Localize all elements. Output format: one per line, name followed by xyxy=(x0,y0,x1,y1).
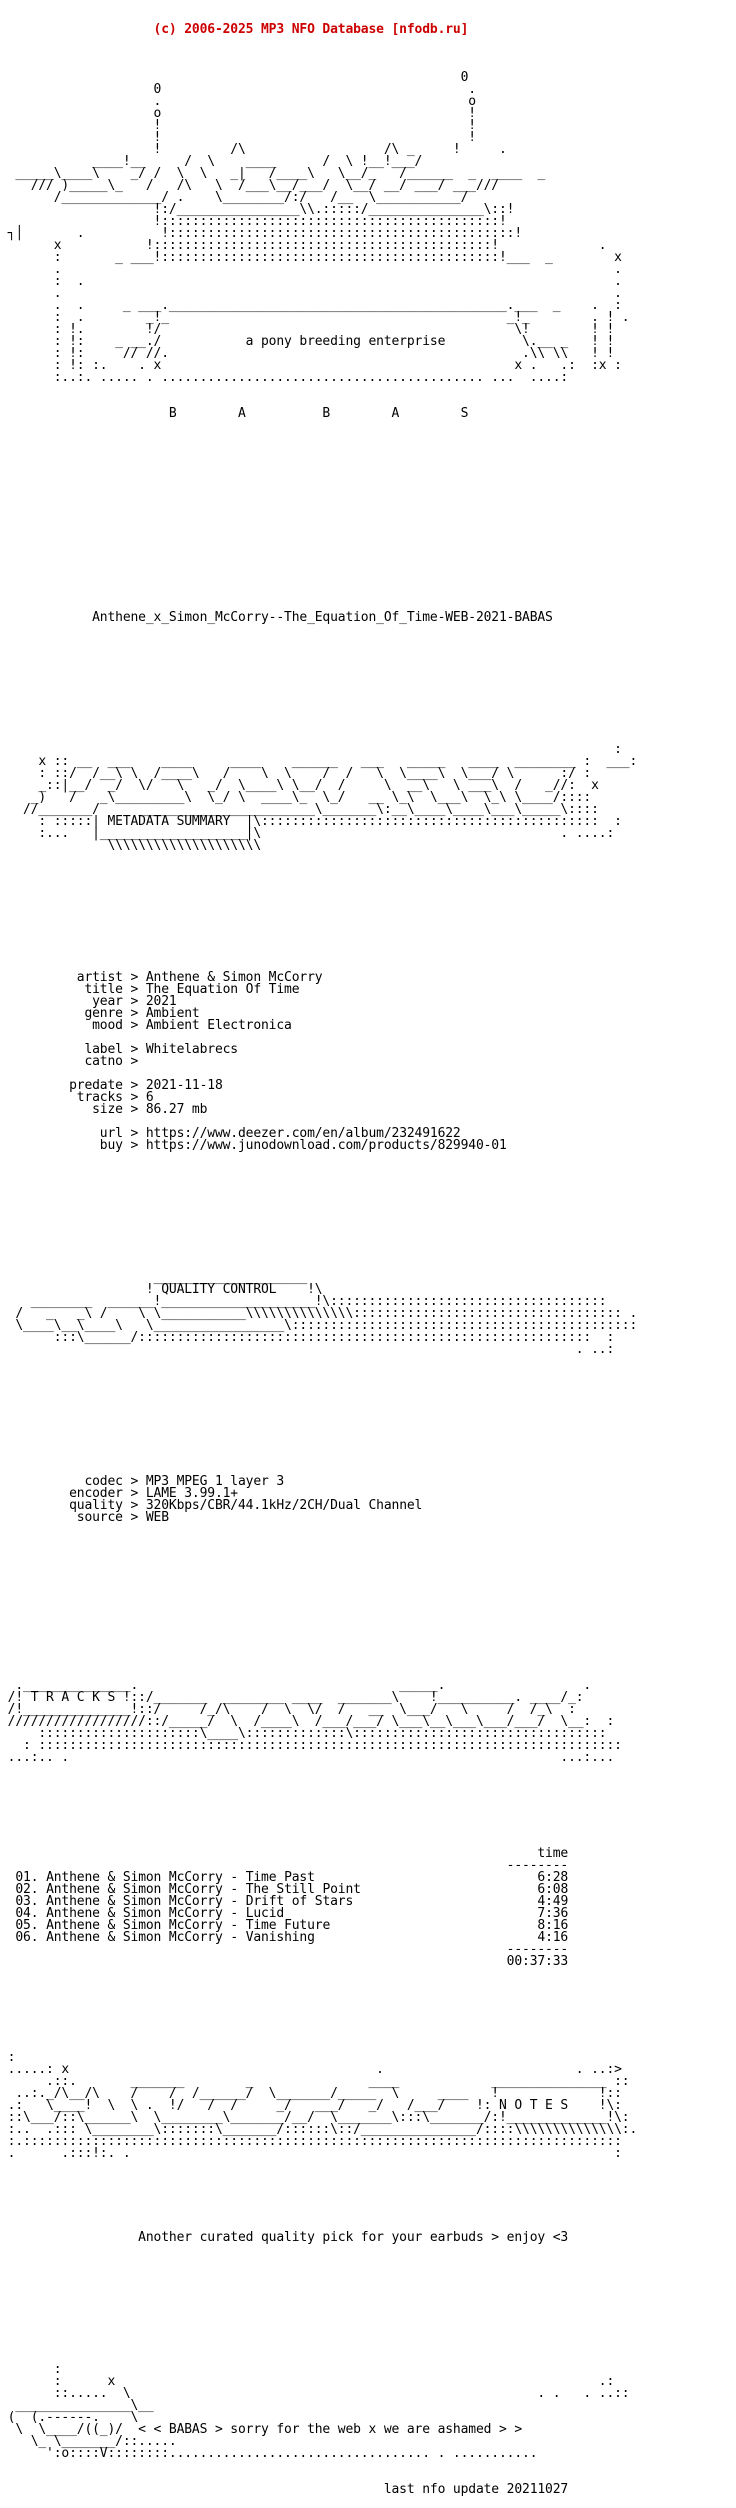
meta-artist-value: Anthene & Simon McCorry xyxy=(145,970,323,985)
ascii-art-line: :... |___________________|\ . ....: xyxy=(0,826,615,841)
quality-source xyxy=(0,1512,736,1524)
track-number: 02. xyxy=(15,1882,39,1897)
spacer xyxy=(0,1428,736,1440)
meta-mood-label: mood xyxy=(0,1018,123,1033)
separator: > xyxy=(122,1486,146,1501)
ascii-art-line: : ::/ /__\ \ /____\ / \ \ / / \ \____\ \___/ \ :/ : xyxy=(0,766,592,781)
ascii-art-line: :.:::::::::::::::::::::::::::::::::::::::::::::::::::::::::::::::::::::::::::::: xyxy=(0,2134,622,2149)
track-number: 01. xyxy=(15,1870,39,1885)
track-row: 05. Anthene & Simon McCorry - Time Future 8:16 xyxy=(15,1918,569,1933)
ascii-art-line: ____!__ / \ ____ / \ !__!___/ xyxy=(0,154,423,169)
tracks-header-rule-text: -------- xyxy=(506,1858,569,1873)
release-name: Anthene_x_Simon_McCorry--The_Equation_Of_Time-WEB-2021-BABAS xyxy=(0,610,553,625)
track-time: 8:16 xyxy=(537,1918,569,1933)
footer-update: last nfo update 20211027 xyxy=(0,2482,569,2497)
meta-tracks-label: tracks xyxy=(0,1090,123,1105)
ascii-art-line: ________ ______!____________________!\:::::::::::::::::::::::::::::::::::: xyxy=(0,1294,607,1309)
ascii-art-line: : :::::::::::::::::::::::::::::::::::::::::::::::::::::::::::::::::::::::::::: xyxy=(0,1738,622,1753)
tracklist xyxy=(0,1848,736,1968)
separator: > xyxy=(122,1474,146,1489)
ascii-art-line: : !. !/ \! ! ! xyxy=(0,322,615,337)
spacer xyxy=(0,2280,736,2292)
spacer xyxy=(0,1560,736,1572)
meta-buy xyxy=(0,1140,736,1152)
ascii-art-line: : xyxy=(0,2050,16,2065)
site-banner: (c) 2006-2025 MP3 NFO Database [nfodb.ru] xyxy=(0,22,469,37)
spacer xyxy=(0,456,736,468)
spacer xyxy=(0,1632,736,1644)
track-row: 03. Anthene & Simon McCorry - Drift of Stars 4:49 xyxy=(15,1894,569,1909)
quality-control xyxy=(0,1476,736,1524)
separator: > xyxy=(122,970,146,985)
meta-tracks-value: 6 xyxy=(145,1090,154,1105)
ascii-art-line: ! /\ /\ _ ! . xyxy=(0,142,507,157)
quality-codec-label: codec xyxy=(0,1474,123,1489)
ascii-art-line: /// )_____\_ / /\ \ /___\__/___/ \__/ __/ ___/ ___/// xyxy=(0,178,499,193)
ascii-art-line: \____\__\____\ \_________________\::::::::::::::::::::::::::::::::::::::::::::: xyxy=(0,1318,638,1333)
ascii-art-line: : x .: xyxy=(0,2374,615,2389)
header-ascii-art xyxy=(0,72,736,384)
separator: > xyxy=(122,1126,146,1141)
track-artist: Anthene & Simon McCorry xyxy=(46,1882,223,1897)
meta-title-value: The Equation Of Time xyxy=(145,982,300,997)
spacer xyxy=(0,924,736,936)
ascii-art-line: . . _ ___.____________________________________________.___ _ . : xyxy=(0,298,622,313)
tracks-total-time xyxy=(0,1956,736,1968)
meta-year-value: 2021 xyxy=(145,994,177,1009)
separator: > xyxy=(122,1078,146,1093)
ascii-art-line: .______________. _____. . xyxy=(0,1678,592,1693)
meta-buy-label: buy xyxy=(0,1138,123,1153)
ascii-art-line: :.. .::: \________\:::::::\_______/::::::\::/_______________/::::\\\\\\\\\\\\\\:. xyxy=(0,2122,638,2137)
track-number: 06. xyxy=(15,1930,39,1945)
meta-size xyxy=(0,1104,736,1116)
meta-size-value: 86.27 mb xyxy=(145,1102,208,1117)
track-number: 03. xyxy=(15,1894,39,1909)
ascii-art-line: . . xyxy=(0,262,622,277)
ascii-art-line: //////////////////::/_____/ \ /____\ /___/___/ \___\__\___\___/___/ \__: : xyxy=(0,1714,615,1729)
ascii-art-line: _______________\__ xyxy=(0,2398,154,2413)
quality-source-value: WEB xyxy=(145,1510,169,1525)
track-row: 02. Anthene & Simon McCorry - The Still Point 6:08 xyxy=(15,1882,569,1897)
ascii-art-line: / _ _\ / \ \___________\\\\\\\\\\\\\\::::::::::::::::::::::::::::::::::: . xyxy=(0,1306,638,1321)
spacer xyxy=(0,2004,736,2016)
ascii-art-line: :::\______/::::::::::::::::::::::::::::::::::::::::::::::::::::::::::: : xyxy=(0,1330,615,1345)
track-artist: Anthene & Simon McCorry xyxy=(46,1906,223,1921)
ascii-art-line: : !: :. . x x . .: :x : xyxy=(0,358,622,373)
metadata-ascii-art xyxy=(0,744,736,852)
ascii-art-line: x !::::::::::::::::::::::::::::::::::::::::::::! . xyxy=(0,238,607,253)
ascii-art-line: /! T R A C K S !::/_______ ________ ____ _______\ !__________. ____/_: xyxy=(0,1690,584,1705)
meta-mood xyxy=(0,1020,736,1032)
meta-buy-value: https://www.junodownload.com/products/829940-01 xyxy=(145,1138,507,1153)
ascii-art-line: ! QUALITY CONTROL !\ xyxy=(0,1282,323,1297)
metadata-summary xyxy=(0,972,736,1152)
ascii-art-line: . . xyxy=(0,286,622,301)
separator: > xyxy=(122,1090,146,1105)
meta-year-label: year xyxy=(0,994,123,1009)
ascii-art-line: o ! xyxy=(0,106,476,121)
ascii-art-line: /_____________/ . \________/:/ /__ \___________/ xyxy=(0,190,469,205)
ascii-art-line: /!______________!::/ /_/\ / \ \/ / __ \___/ \ / /_\ : xyxy=(0,1702,576,1717)
spacer xyxy=(0,564,736,576)
meta-size-label: size xyxy=(0,1102,123,1117)
ascii-art-line: \ \____/((_)/ < < BABAS > sorry for the web x we are ashamed > > xyxy=(0,2422,523,2437)
ascii-art-line: : xyxy=(0,2362,62,2377)
track-number: 05. xyxy=(15,1918,39,1933)
separator: > xyxy=(122,1018,146,1033)
spacer xyxy=(0,696,736,708)
track-artist: Anthene & Simon McCorry xyxy=(46,1930,223,1945)
track-title: Time Past xyxy=(245,1870,315,1885)
ascii-art-line: //_______/ _______________________\_______\:__\____\____\___\_____\:::: xyxy=(0,802,599,817)
quality-quality-label: quality xyxy=(0,1498,123,1513)
spacer xyxy=(0,1596,736,1608)
ascii-art-line: ( (.------. \ xyxy=(0,2410,146,2425)
track-artist: Anthene & Simon McCorry xyxy=(46,1918,223,1933)
ascii-art-line: _) / _\_________\ \_/ \ ____\_ \_/ __ \_\ \___\ \_\ \____/:::: xyxy=(0,790,592,805)
spacer xyxy=(0,1188,736,1200)
meta-artist-label: artist xyxy=(0,970,123,985)
ascii-art-line: : !: _ __./ a pony breeding enterprise \.__ _ ! ! xyxy=(0,334,615,349)
meta-label-value: Whitelabrecs xyxy=(145,1042,238,1057)
spacer xyxy=(0,2196,736,2208)
spacer xyxy=(0,888,736,900)
ascii-art-line: : . . xyxy=(0,274,622,289)
ascii-art-line: : !: // //. .\\ \\ ! ! xyxy=(0,346,615,361)
separator: > xyxy=(122,1498,146,1513)
spacer xyxy=(0,660,736,672)
track-row: 06. Anthene & Simon McCorry - Vanishing 4:16 xyxy=(15,1930,569,1945)
ascii-art-line: 0 . xyxy=(0,82,476,97)
separator: > xyxy=(122,1054,146,1069)
ascii-art-line: : xyxy=(0,742,622,757)
spacer xyxy=(0,492,736,504)
spacer xyxy=(0,2316,736,2328)
ascii-art-line: ┐│ . !:::::::::::::::::::::::::::::::::::::::::::::! xyxy=(0,226,523,241)
header-letters: B A B A S xyxy=(0,406,469,421)
meta-url-label: url xyxy=(0,1126,123,1141)
separator: > xyxy=(122,994,146,1009)
ascii-art-line: _::|__/ _/ \/ \ _/ \____\ \__/ / \ __\ \ ___\ / _//: x xyxy=(0,778,599,793)
ascii-art-line: \_ \_______/::..... xyxy=(0,2434,177,2449)
separator: > xyxy=(122,1510,146,1525)
track-title: Vanishing xyxy=(245,1930,315,1945)
quality-codec-value: MP3 MPEG 1 layer 3 xyxy=(145,1474,285,1489)
spacer xyxy=(0,1800,736,1812)
track-time: 4:49 xyxy=(537,1894,569,1909)
meta-mood-value: Ambient Electronica xyxy=(145,1018,292,1033)
spacer xyxy=(0,1392,736,1404)
spacer xyxy=(0,1224,736,1236)
separator: > xyxy=(122,982,146,997)
quality-encoder-value: LAME 3.99.1+ xyxy=(145,1486,238,1501)
track-time: 6:08 xyxy=(537,1882,569,1897)
quality-source-label: source xyxy=(0,1510,123,1525)
separator: > xyxy=(122,1138,146,1153)
track-row: 04. Anthene & Simon McCorry - Lucid 7:36 xyxy=(15,1906,569,1921)
quality-quality-value: 320Kbps/CBR/44.1kHz/2CH/Dual Channel xyxy=(145,1498,423,1513)
meta-predate-value: 2021-11-18 xyxy=(145,1078,223,1093)
track-time: 7:36 xyxy=(537,1906,569,1921)
track-title: Time Future xyxy=(245,1918,331,1933)
meta-predate-label: predate xyxy=(0,1078,123,1093)
ascii-art-line: :..:. ..... . .......................................... ... ....: xyxy=(0,370,569,385)
track-artist: Anthene & Simon McCorry xyxy=(46,1894,223,1909)
ascii-art-line: : _ ___!::::::::::::::::::::::::::::::::::::::::::::!___ _ x xyxy=(0,250,622,265)
ascii-art-line: : :::::| METADATA SUMMARY |\:::::::::::::::::::::::::::::::::::::::::::: : xyxy=(0,814,622,829)
track-row: 01. Anthene & Simon McCorry - Time Past 6:28 xyxy=(15,1870,569,1885)
separator: > xyxy=(122,1006,146,1021)
ascii-art-line: _____\____\ _/ / \ \ _| /____\ \__/_ /______ _ ____ _ xyxy=(0,166,546,181)
ascii-art-line: !::::::::::::::::::::::::::::::::::::::::::::! xyxy=(0,214,507,229)
ascii-art-line: \\\\\\\\\\\\\\\\\\\\ xyxy=(0,838,262,853)
ascii-art-line: . .:::!:. . : xyxy=(0,2146,622,2161)
track-title: The Still Point xyxy=(245,1882,361,1897)
track-number: 04. xyxy=(15,1906,39,1921)
ascii-art-line: ':o::::V::::::::.................................. . ........... xyxy=(0,2446,538,2461)
track-time: 4:16 xyxy=(537,1930,569,1945)
ascii-art-line: . o xyxy=(0,94,476,109)
meta-genre-value: Ambient xyxy=(145,1006,200,1021)
track-artist: Anthene & Simon McCorry xyxy=(46,1870,223,1885)
tracks-total-time-text: 00:37:33 xyxy=(506,1954,569,1969)
ascii-art-line: .: \____! \ \ . !/ / / _/ ___/ _/ /___/ !: N O T E S !\: xyxy=(0,2098,622,2113)
notes-text: Another curated quality pick for your earbuds > enjoy <3 xyxy=(0,2230,569,2245)
ascii-art-line: ..:._/\__/\ / / /______/ \_______/_____ \ ____ ! !:: xyxy=(0,2086,622,2101)
tracks-total-rule-text: -------- xyxy=(506,1942,569,1957)
separator: > xyxy=(122,1102,146,1117)
ascii-art-line: x :: __ ___ ____ ____ ______ ___ _____ ____ ________ : ___: xyxy=(0,754,638,769)
meta-genre-label: genre xyxy=(0,1006,123,1021)
ascii-art-line: . ..: xyxy=(0,1342,615,1357)
track-time: 6:28 xyxy=(537,1870,569,1885)
spacer xyxy=(0,528,736,540)
quality-encoder-label: encoder xyxy=(0,1486,123,1501)
tracks-ascii-art xyxy=(0,1680,736,1764)
ascii-art-line: : . _!_ _!_ . ! . xyxy=(0,310,630,325)
meta-url-value: https://www.deezer.com/en/album/232491622 xyxy=(145,1126,461,1141)
notes-ascii-art xyxy=(0,2052,736,2160)
ascii-art-line: :::::::::::::::::::::\____\:::::::::::::\::::::::::::::::::::::::::::::::: xyxy=(0,1726,607,1741)
meta-catno-label: catno xyxy=(0,1054,123,1069)
track-title: Lucid xyxy=(245,1906,285,1921)
separator: > xyxy=(122,1042,146,1057)
tracks-time-header-text: time xyxy=(537,1846,569,1861)
meta-catno xyxy=(0,1056,736,1068)
ascii-art-line: .....: x . . ..:> xyxy=(0,2062,622,2077)
quality-ascii-art xyxy=(0,1272,736,1356)
meta-title-label: title xyxy=(0,982,123,997)
footer-ascii-art xyxy=(0,2364,736,2460)
ascii-art-line: ! ! xyxy=(0,118,476,133)
ascii-art-line: 0 xyxy=(0,70,469,85)
ascii-art-line: ____________________ xyxy=(0,1270,308,1285)
ascii-art-line: ::..... \ . . . ..:: xyxy=(0,2386,630,2401)
ascii-art-line: ! ! xyxy=(0,130,476,145)
ascii-art-line: ...:.. . ...:... xyxy=(0,1750,615,1765)
meta-label-label: label xyxy=(0,1042,123,1057)
track-title: Drift of Stars xyxy=(245,1894,354,1909)
ascii-art-line: !:/________________\\.:::::/_______________\::! xyxy=(0,202,515,217)
ascii-art-line: .::. _______ _ ____ _______________ :: xyxy=(0,2074,630,2089)
ascii-art-line: ::\___/::\______\ \________\_______/__/ \_______\:::\_______/:!_____________!\: xyxy=(0,2110,630,2125)
